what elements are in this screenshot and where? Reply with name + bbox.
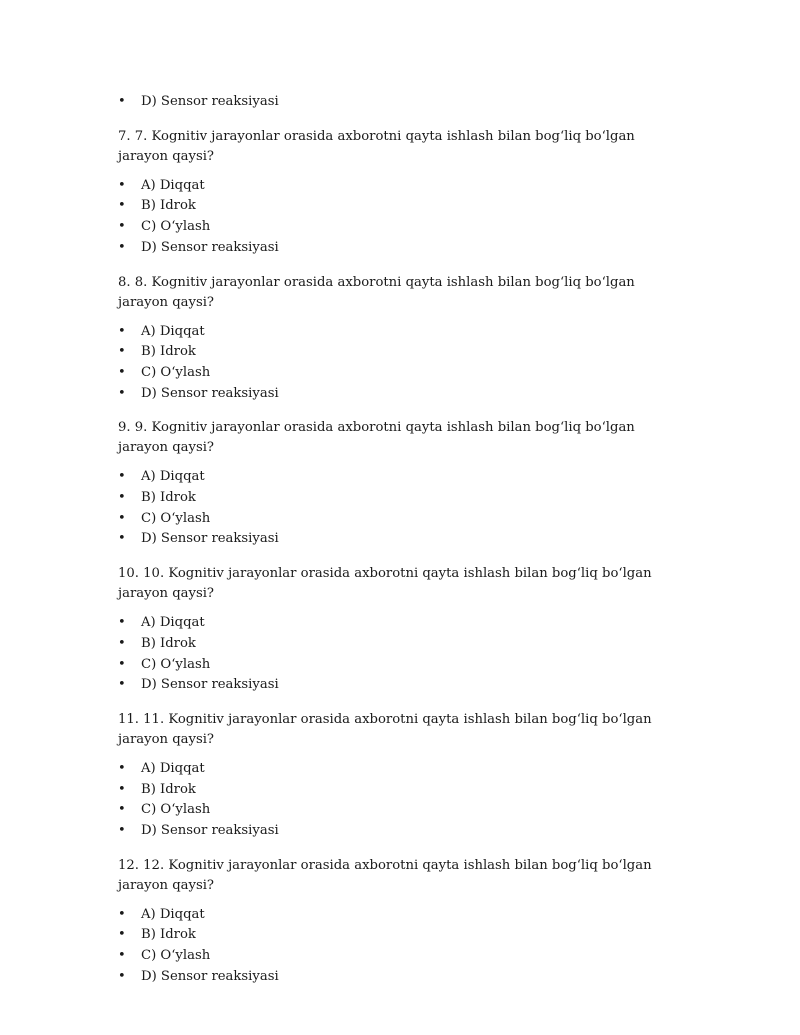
option-label: A) Diqqat (141, 177, 205, 193)
question-block (118, 418, 688, 550)
option-label: C) O‘ylash (141, 656, 211, 672)
question-text: 8. 8. Kognitiv jarayonlar orasida axborotni qayta ishlash bilan bog‘liq bo‘lgan jarayon qaysi? (118, 274, 635, 310)
option-item (118, 800, 688, 821)
option-item (118, 217, 688, 238)
option-item (118, 322, 688, 343)
question-block (118, 273, 688, 405)
leading-option-list (118, 92, 688, 113)
option-item (118, 363, 688, 384)
option-item (118, 176, 688, 197)
option-item (118, 675, 688, 696)
option-label: A) Diqqat (141, 906, 205, 922)
option-label: B) Idrok (141, 198, 196, 214)
bullet-icon: • (118, 198, 126, 214)
option-label: B) Idrok (141, 635, 196, 651)
option-item (118, 967, 688, 988)
bullet-icon: • (118, 364, 126, 380)
option-item (118, 238, 688, 259)
option-list (118, 467, 688, 550)
bullet-icon: • (118, 927, 126, 943)
question-block (118, 127, 688, 259)
question-block (118, 710, 688, 842)
question-text: 7. 7. Kognitiv jarayonlar orasida axborotni qayta ishlash bilan bog‘liq bo‘lgan jarayon qaysi? (118, 128, 635, 164)
option-item (118, 780, 688, 801)
bullet-icon: • (118, 656, 126, 672)
option-label: C) O‘ylash (141, 219, 211, 235)
option-label: D) Sensor reaksiyasi (141, 531, 279, 547)
bullet-icon: • (118, 469, 126, 485)
bullet-icon: • (118, 239, 126, 255)
option-label: C) O‘ylash (141, 802, 211, 818)
option-item (118, 196, 688, 217)
option-list (118, 905, 688, 988)
bullet-icon: • (118, 219, 126, 235)
bullet-icon: • (118, 968, 126, 984)
option-label: D) Sensor reaksiyasi (141, 968, 279, 984)
option-list (118, 176, 688, 259)
bullet-icon: • (118, 906, 126, 922)
option-item (118, 821, 688, 842)
option-item (118, 488, 688, 509)
option-item (118, 342, 688, 363)
question-text: 11. 11. Kognitiv jarayonlar orasida axborotni qayta ishlash bilan bog‘liq bo‘lgan jarayon qaysi? (118, 711, 652, 747)
option-item (118, 613, 688, 634)
bullet-icon: • (118, 177, 126, 193)
option-item (118, 509, 688, 530)
option-label: D) Sensor reaksiyasi (141, 239, 279, 255)
option-label: D) Sensor reaksiyasi (141, 94, 279, 109)
option-label: D) Sensor reaksiyasi (141, 823, 279, 839)
option-item (118, 634, 688, 655)
option-label: B) Idrok (141, 490, 196, 506)
document-content (118, 92, 688, 1002)
option-label: D) Sensor reaksiyasi (141, 385, 279, 401)
question-text: 9. 9. Kognitiv jarayonlar orasida axborotni qayta ishlash bilan bog‘liq bo‘lgan jarayon qaysi? (118, 420, 635, 456)
bullet-icon: • (118, 615, 126, 631)
bullet-icon: • (118, 635, 126, 651)
option-item (118, 759, 688, 780)
bullet-icon: • (118, 94, 126, 109)
bullet-icon: • (118, 677, 126, 693)
option-label: B) Idrok (141, 344, 196, 360)
option-item (118, 92, 688, 113)
option-item (118, 467, 688, 488)
question-block (118, 856, 688, 988)
bullet-icon: • (118, 760, 126, 776)
bullet-icon: • (118, 948, 126, 964)
bullet-icon: • (118, 823, 126, 839)
option-item (118, 529, 688, 550)
option-label: A) Diqqat (141, 323, 205, 339)
option-item (118, 384, 688, 405)
option-list (118, 322, 688, 405)
option-item (118, 905, 688, 926)
option-list (118, 759, 688, 842)
bullet-icon: • (118, 802, 126, 818)
question-block (118, 564, 688, 696)
option-label: A) Diqqat (141, 615, 205, 631)
bullet-icon: • (118, 531, 126, 547)
option-item (118, 946, 688, 967)
option-label: C) O‘ylash (141, 510, 211, 526)
option-label: A) Diqqat (141, 760, 205, 776)
option-label: D) Sensor reaksiyasi (141, 677, 279, 693)
bullet-icon: • (118, 490, 126, 506)
question-text: 10. 10. Kognitiv jarayonlar orasida axborotni qayta ishlash bilan bog‘liq bo‘lgan jarayon qaysi? (118, 566, 652, 602)
option-label: A) Diqqat (141, 469, 205, 485)
option-item (118, 655, 688, 676)
option-list (118, 613, 688, 696)
option-label: C) O‘ylash (141, 364, 211, 380)
bullet-icon: • (118, 344, 126, 360)
option-label: C) O‘ylash (141, 948, 211, 964)
option-item (118, 925, 688, 946)
bullet-icon: • (118, 323, 126, 339)
bullet-icon: • (118, 781, 126, 797)
question-text: 12. 12. Kognitiv jarayonlar orasida axborotni qayta ishlash bilan bog‘liq bo‘lgan jarayon qaysi? (118, 857, 652, 893)
option-label: B) Idrok (141, 781, 196, 797)
option-label: B) Idrok (141, 927, 196, 943)
bullet-icon: • (118, 385, 126, 401)
bullet-icon: • (118, 510, 126, 526)
